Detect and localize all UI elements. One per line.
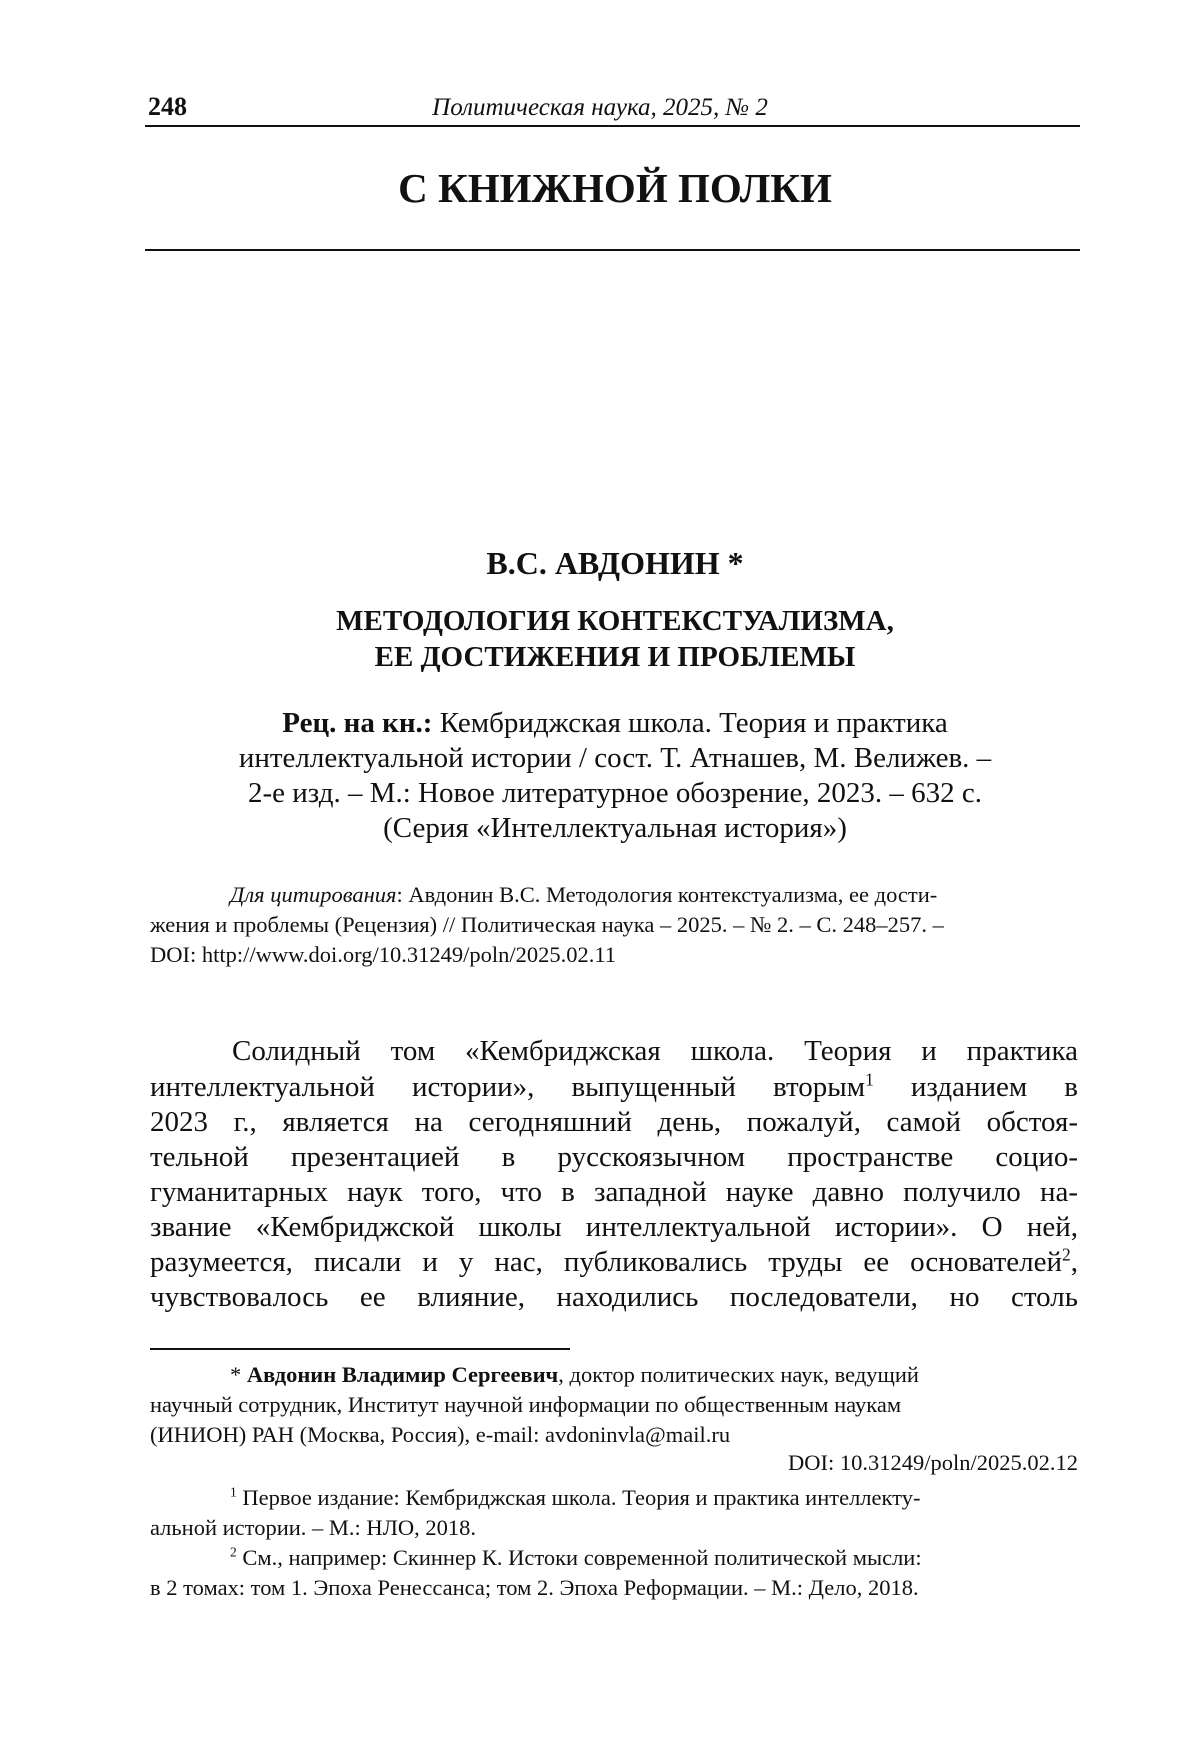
footnote-rule [150,1348,570,1350]
section-title: С КНИЖНОЙ ПОЛКИ [0,164,1200,212]
body-paragraph-line: Солидный том «Кембриджская школа. Теория и практика [150,1035,1078,1071]
body-paragraph-line: 2023 г., является на сегодняшний день, пожалуй, самой обстоя- [150,1106,1078,1142]
body-paragraph-line: разумеется, писали и у нас, публиковались труды ее основателей2, [150,1246,1078,1282]
author-full-name: Авдонин Владимир Сергеевич [247,1362,558,1387]
body-paragraph-line: звание «Кембриджской школы интеллектуальной истории». О ней, [150,1211,1078,1247]
review-text: (Серия «Интеллектуальная история») [0,811,1200,846]
body-paragraph-line: чувствовалось ее влияние, находились последователи, но столь [150,1281,1078,1317]
citation-block [150,880,1080,970]
review-label: Рец. на кн.: [282,707,432,739]
citation-text: DOI: http://www.doi.org/10.31249/poln/2025.02.11 [150,940,1080,970]
body-paragraph-line: интеллектуальной истории», выпущенный вторым1 изданием в [150,1071,1078,1107]
footnote-ref[interactable]: 2 [1062,1244,1071,1264]
section-rule [145,249,1080,251]
footnote-author: * Авдонин Владимир Сергеевич, доктор политических наук, ведущий научный сотрудник, Институт научной информации по общественным наукам (ИНИОН) РАН (Москва, Россия), e-mail: avdoninvla@mail.ru [150,1360,1078,1450]
page-number: 248 [148,92,187,122]
body-paragraph-line: гуманитарных наук того, что в западной науке давно получило на- [150,1176,1078,1212]
citation-text: жения и проблемы (Рецензия) // Политическая наука – 2025. – № 2. – С. 248–257. – [150,910,1080,940]
article-author: В.С. АВДОНИН * [0,545,1200,582]
footnote-2: 2 См., например: Скиннер К. Истоки современной политической мысли: в 2 томах: том 1. Эпоха Ренессанса; том 2. Эпоха Реформации. – М.: Дело, 2018. [150,1543,1078,1603]
header-rule [145,125,1080,127]
article-title [0,603,1200,675]
review-text: интеллектуальной истории / сост. Т. Атнашев, М. Велижев. – [0,741,1200,776]
review-text: Кембриджская школа. Теория и практика [432,707,947,739]
citation-label: Для цитирования [230,882,396,907]
review-reference [0,706,1200,846]
citation-text: : Авдонин В.С. Методология контекстуализма, ее дости- [396,882,937,907]
review-text: 2-е изд. – М.: Новое литературное обозрение, 2023. – 632 с. [0,776,1200,811]
article-title-line: ЕЕ ДОСТИЖЕНИЯ И ПРОБЛЕМЫ [0,639,1200,675]
footnote-ref[interactable]: 1 [865,1069,874,1089]
article-doi: DOI: 10.31249/poln/2025.02.12 [150,1450,1078,1476]
article-title-line: МЕТОДОЛОГИЯ КОНТЕКСТУАЛИЗМА, [0,603,1200,639]
running-header-journal: Политическая наука, 2025, № 2 [0,94,1200,122]
footnote-1: 1 Первое издание: Кембриджская школа. Теория и практика интеллекту- альной истории. – М.: НЛО, 2018. [150,1483,1078,1543]
body-paragraph-line: тельной презентацией в русскоязычном пространстве социо- [150,1141,1078,1177]
